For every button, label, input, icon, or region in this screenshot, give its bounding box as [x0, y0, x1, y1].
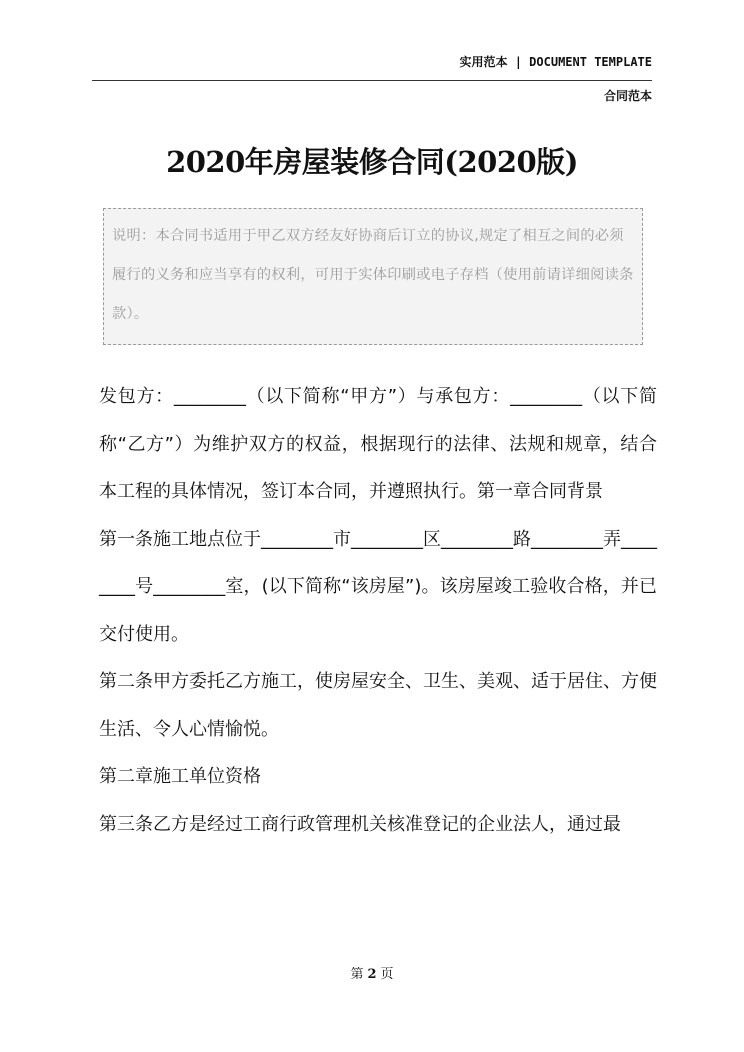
- body-paragraph: 发包方：________（以下简称“甲方”）与承包方：________（以下简称“乙方”）为维护双方的权益，根据现行的法律、法规和规章，结合本工程的具体情况，签订本合同，并遵照执行。第一章合同背景: [99, 386, 657, 502]
- document-note-text: 说明：本合同书适用于甲乙双方经友好协商后订立的协议,规定了相互之间的必须履行的义务和应当享有的权利，可用于实体印刷或电子存档（使用前请详细阅读条款）。: [112, 228, 634, 322]
- document-note-box: [103, 208, 643, 345]
- page-prefix: 第: [350, 967, 364, 982]
- body-paragraph: 第三条乙方是经过工商行政管理机关核准登记的企业法人，通过最: [99, 813, 621, 835]
- body-paragraph: 第二章施工单位资格: [99, 766, 261, 787]
- document-body: [99, 373, 657, 848]
- page-footer: [0, 963, 744, 982]
- body-paragraph: 第二条甲方委托乙方施工，使房屋安全、卫生、美观、适于居住、方便生活、令人心情愉悦。: [99, 671, 657, 740]
- body-paragraph: 第一条施工地点位于________市________区________路________弄________号________室，(以下简称“该房屋”)。该房屋竣工验收合格，并已交付使用。: [99, 528, 657, 645]
- page-suffix: 页: [380, 967, 394, 982]
- header-template-label: 实用范本 | DOCUMENT TEMPLATE: [459, 55, 652, 69]
- header-divider: [92, 80, 652, 81]
- header-category-label: 合同范本: [603, 89, 652, 103]
- document-title: 2020年房屋装修合同(2020版): [166, 145, 578, 179]
- page-number: 2: [367, 967, 377, 982]
